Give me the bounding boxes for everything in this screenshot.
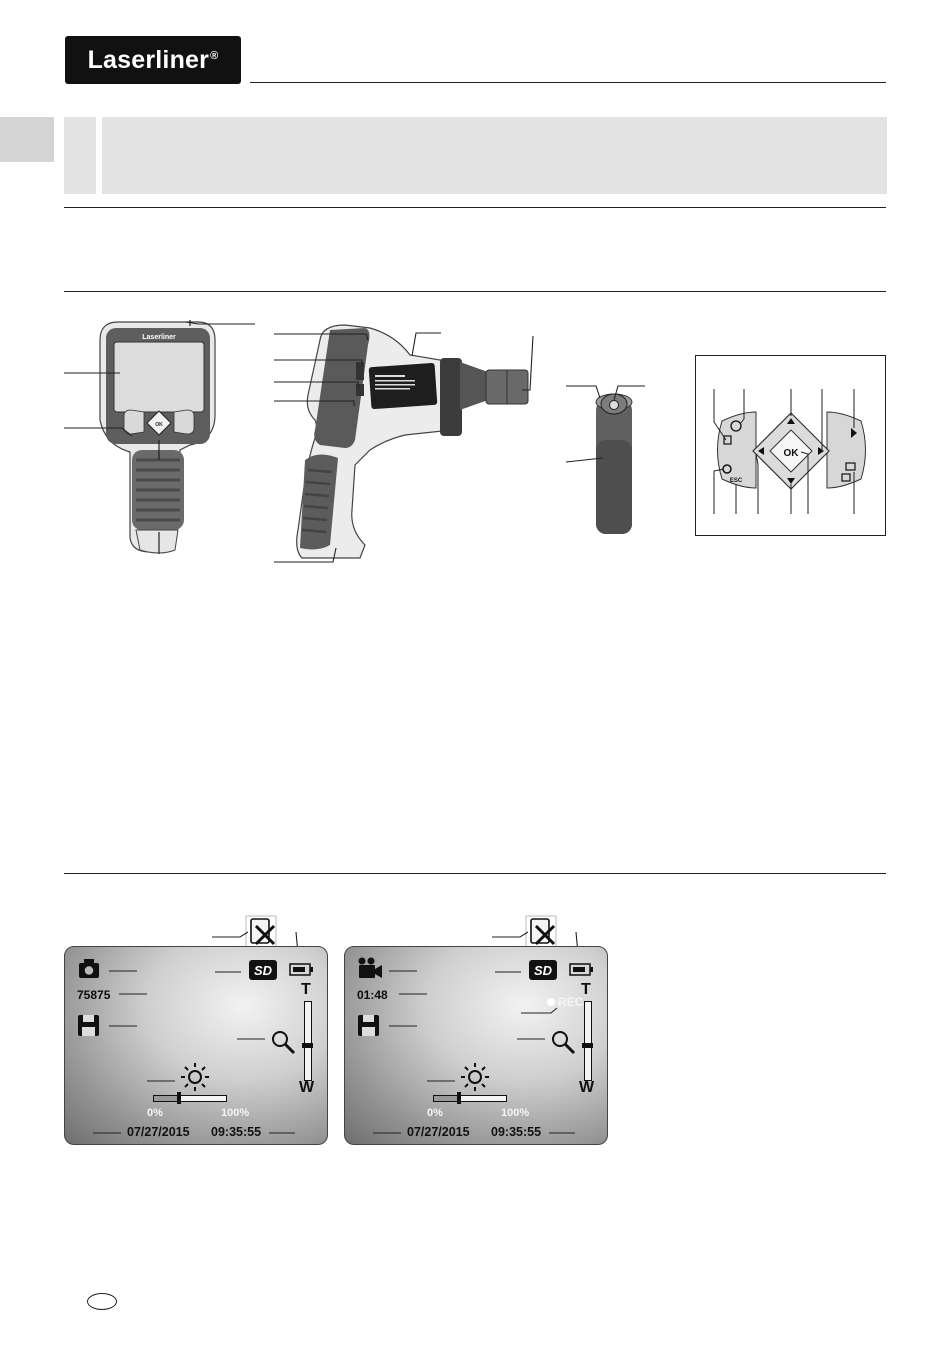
brightness-min-label: 0% — [427, 1107, 443, 1119]
brand-logo — [65, 36, 241, 84]
device-ok-label: OK — [155, 422, 163, 428]
video-screen — [344, 946, 608, 1145]
zoom-wide-label: W — [579, 1079, 595, 1096]
title-banner — [102, 117, 887, 194]
header-rule — [250, 82, 886, 83]
control-pad-svg — [696, 356, 887, 537]
rec-label: REC — [558, 995, 584, 1009]
left-rocker — [718, 412, 757, 488]
brightness-min-label: 0% — [147, 1107, 163, 1119]
brightness-max-label: 100% — [501, 1107, 530, 1119]
section-rule-1 — [64, 207, 886, 208]
photo-screen — [64, 946, 328, 1145]
banner-square — [64, 117, 96, 194]
photo-count: 75875 — [77, 988, 111, 1002]
brightness-knob — [457, 1092, 461, 1104]
brightness-max-label: 100% — [221, 1107, 250, 1119]
brand-mark: ® — [210, 50, 219, 62]
ok-label: OK — [783, 448, 799, 459]
right-rocker — [827, 412, 866, 488]
zoom-bar — [584, 1001, 592, 1081]
video-camera-icon — [359, 965, 375, 978]
video-screen-overlay — [345, 947, 607, 1144]
brightness-icon — [189, 1071, 201, 1083]
language-oval — [87, 1293, 117, 1310]
esc-label: ESC — [729, 478, 743, 484]
brightness-knob — [177, 1092, 181, 1104]
brand-name: Laserliner — [87, 45, 210, 74]
device-front-view — [100, 320, 215, 554]
photo-screen-overlay — [65, 947, 327, 1144]
video-date: 07/27/2015 — [407, 1125, 470, 1139]
camera-head — [596, 394, 632, 534]
brightness-fill — [434, 1096, 459, 1101]
brightness-bar — [153, 1095, 227, 1102]
photo-time: 09:35:55 — [211, 1125, 262, 1139]
zoom-tele-label: T — [301, 981, 311, 998]
brightness-icon — [469, 1071, 481, 1083]
sd-card-badge: SD — [529, 960, 557, 980]
video-time: 09:35:55 — [491, 1125, 542, 1139]
sd-card-badge: SD — [249, 960, 277, 980]
photo-date: 07/27/2015 — [127, 1125, 190, 1139]
section-rule-3 — [64, 873, 886, 874]
zoom-level-knob — [582, 1043, 593, 1048]
control-pad-diagram — [695, 355, 886, 536]
zoom-magnifier-icon — [273, 1032, 287, 1046]
zoom-bar — [304, 1001, 312, 1081]
brightness-bar — [433, 1095, 507, 1102]
video-duration: 01:48 — [357, 988, 388, 1002]
zoom-tele-label: T — [581, 981, 591, 998]
rec-dot-icon — [547, 998, 555, 1006]
zoom-magnifier-icon — [553, 1032, 567, 1046]
device-face-label: Laserliner — [142, 334, 176, 341]
brightness-fill — [154, 1096, 179, 1101]
section-rule-2 — [64, 291, 886, 292]
zoom-wide-label: W — [299, 1079, 315, 1096]
language-side-tab — [0, 117, 54, 162]
zoom-level-knob — [302, 1043, 313, 1048]
